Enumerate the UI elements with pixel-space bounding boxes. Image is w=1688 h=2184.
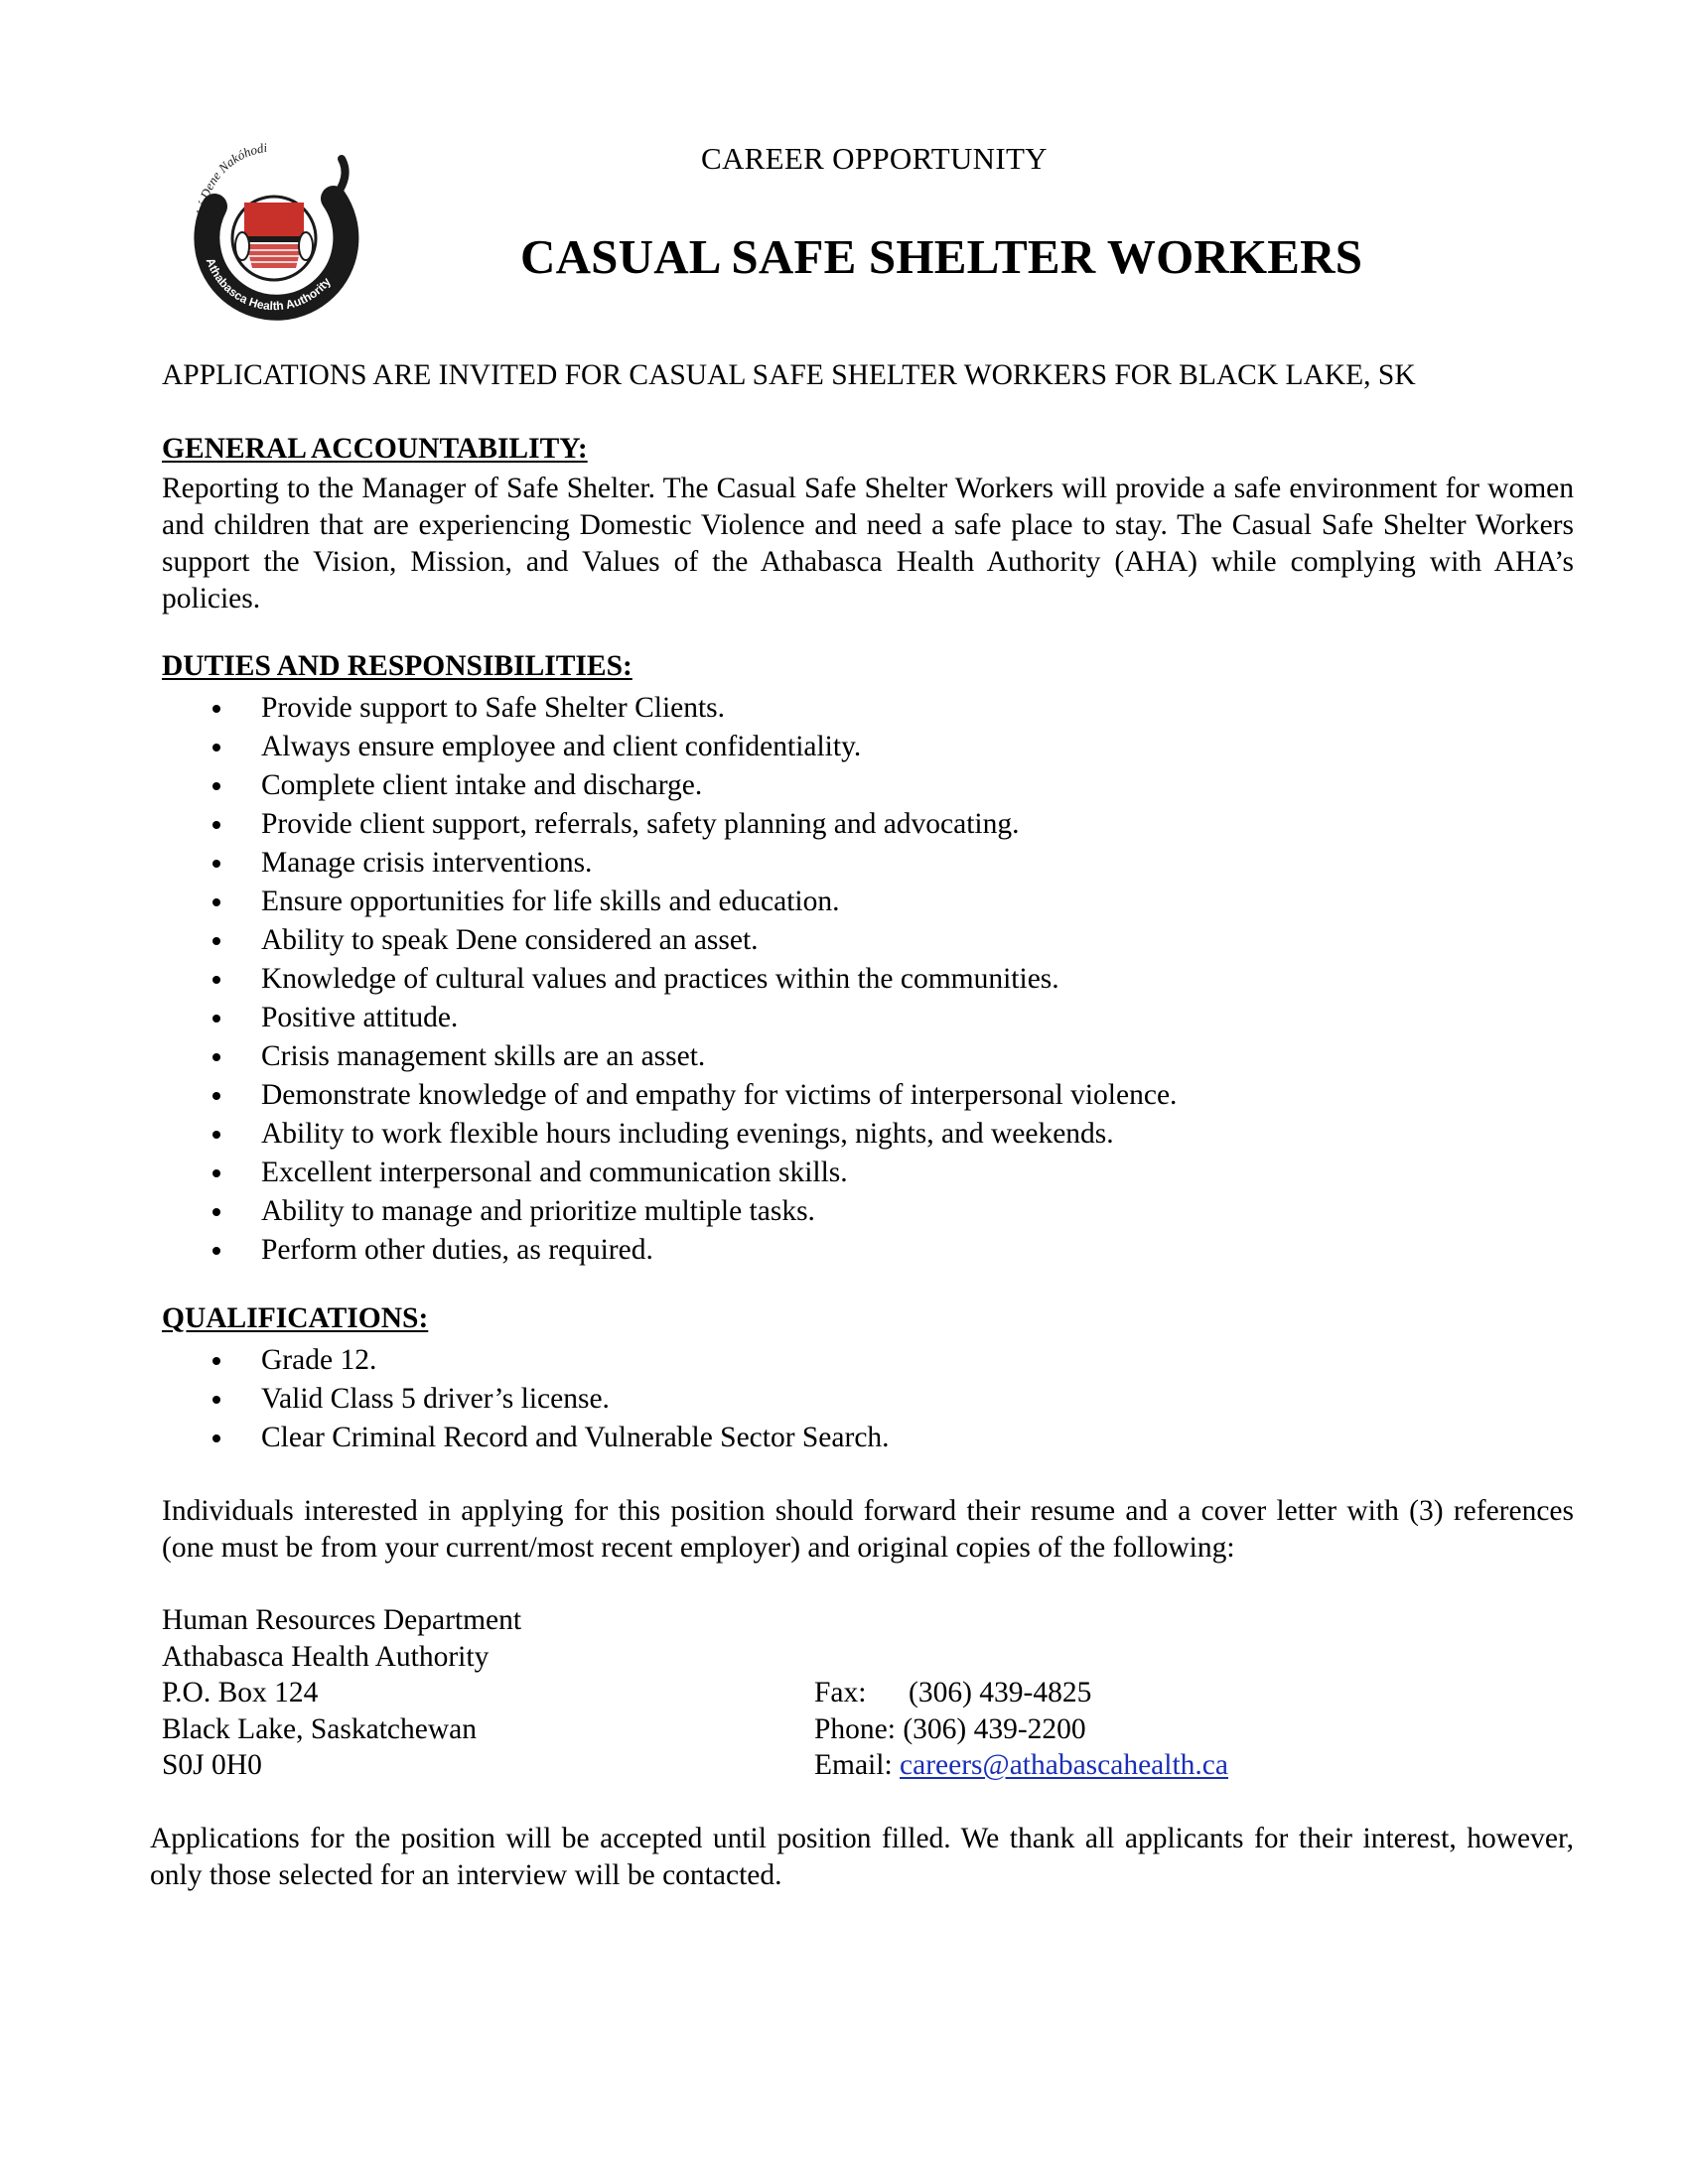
general-accountability-text: Reporting to the Manager of Safe Shelter. The Casual Safe Shelter Workers will provide a safe environment for women and children that are experiencing Domestic Violence and need a safe place to stay. The Casual Safe Shelter Workers support the Vision, Mission, and Values of the Athabasca Health Authority (AHA) while complying with AHA’s policies. [162,473,1574,614]
phone-number: (306) 439-2200 [903,1712,1086,1745]
list-item: Demonstrate knowledge of and empathy for victims of interpersonal violence. [162,1076,1177,1115]
contact-info [814,1675,1228,1784]
email-label: Email: [814,1749,893,1781]
list-item: Provide client support, referrals, safety planning and advocating. [162,805,1177,844]
logo-arc-text-bottom: Athabasca Health Authority [203,255,334,314]
list-item: Clear Criminal Record and Vulnerable Sector Search. [162,1419,890,1457]
logo-arc-text-top: Yutthé Dene Nakóhodi [193,139,268,237]
address-line: P.O. Box 124 [162,1677,319,1708]
list-item: Provide support to Safe Shelter Clients. [162,689,1177,728]
phone-label: Phone: [814,1712,896,1745]
fax-row [814,1675,1228,1711]
list-item: Knowledge of cultural values and practices within the communities. [162,960,1177,999]
invitation-line: APPLICATIONS ARE INVITED FOR CASUAL SAFE SHELTER WORKERS FOR BLACK LAKE, SK [162,359,1416,391]
fax-label: Fax: [814,1677,867,1708]
list-item: Ability to speak Dene considered an asset. [162,921,1177,960]
list-item: Always ensure employee and client confidentiality. [162,728,1177,766]
career-opportunity-label: CAREER OPPORTUNITY [701,141,1048,176]
duties-heading: DUTIES AND RESPONSIBILITIES: [162,650,633,682]
mailing-address [162,1602,521,1784]
address-line: Black Lake, Saskatchewan [162,1712,477,1745]
qualifications-list [162,1341,890,1457]
application-instructions: Individuals interested in applying for this position should forward their resume and a cover letter with (3) references (one must be from your current/most recent employer) and original copies of the following: [162,1495,1574,1564]
list-item: Excellent interpersonal and communication skills. [162,1154,1177,1192]
logo-emblem [185,137,363,332]
closing-statement: Applications for the position will be accepted until position filled. We thank all applicants for their interest, however, only those selected for an interview will be contacted. [150,1823,1574,1891]
list-item: Manage crisis interventions. [162,844,1177,883]
email-row [814,1747,1228,1784]
address-line: S0J 0H0 [162,1749,262,1781]
list-item: Ensure opportunities for life skills and education. [162,883,1177,921]
address-line: Athabasca Health Authority [162,1640,490,1673]
list-item: Grade 12. [162,1341,890,1380]
list-item: Positive attitude. [162,999,1177,1037]
list-item: Crisis management skills are an asset. [162,1037,1177,1076]
fax-number: (306) 439-4825 [909,1677,1092,1708]
list-item: Complete client intake and discharge. [162,766,1177,805]
list-item: Valid Class 5 driver’s license. [162,1380,890,1419]
general-accountability-heading: GENERAL ACCOUNTABILITY: [162,433,588,465]
qualifications-heading: QUALIFICATIONS: [162,1302,429,1334]
address-line: Human Resources Department [162,1604,522,1636]
email-link[interactable]: careers@athabascahealth.ca [900,1749,1228,1781]
phone-row [814,1711,1228,1748]
athabasca-health-authority-logo [185,137,363,332]
list-item: Perform other duties, as required. [162,1231,1177,1270]
list-item: Ability to manage and prioritize multiple tasks. [162,1192,1177,1231]
duties-list [162,689,1177,1270]
page-title: CASUAL SAFE SHELTER WORKERS [520,229,1363,284]
list-item: Ability to work flexible hours including evenings, nights, and weekends. [162,1115,1177,1154]
